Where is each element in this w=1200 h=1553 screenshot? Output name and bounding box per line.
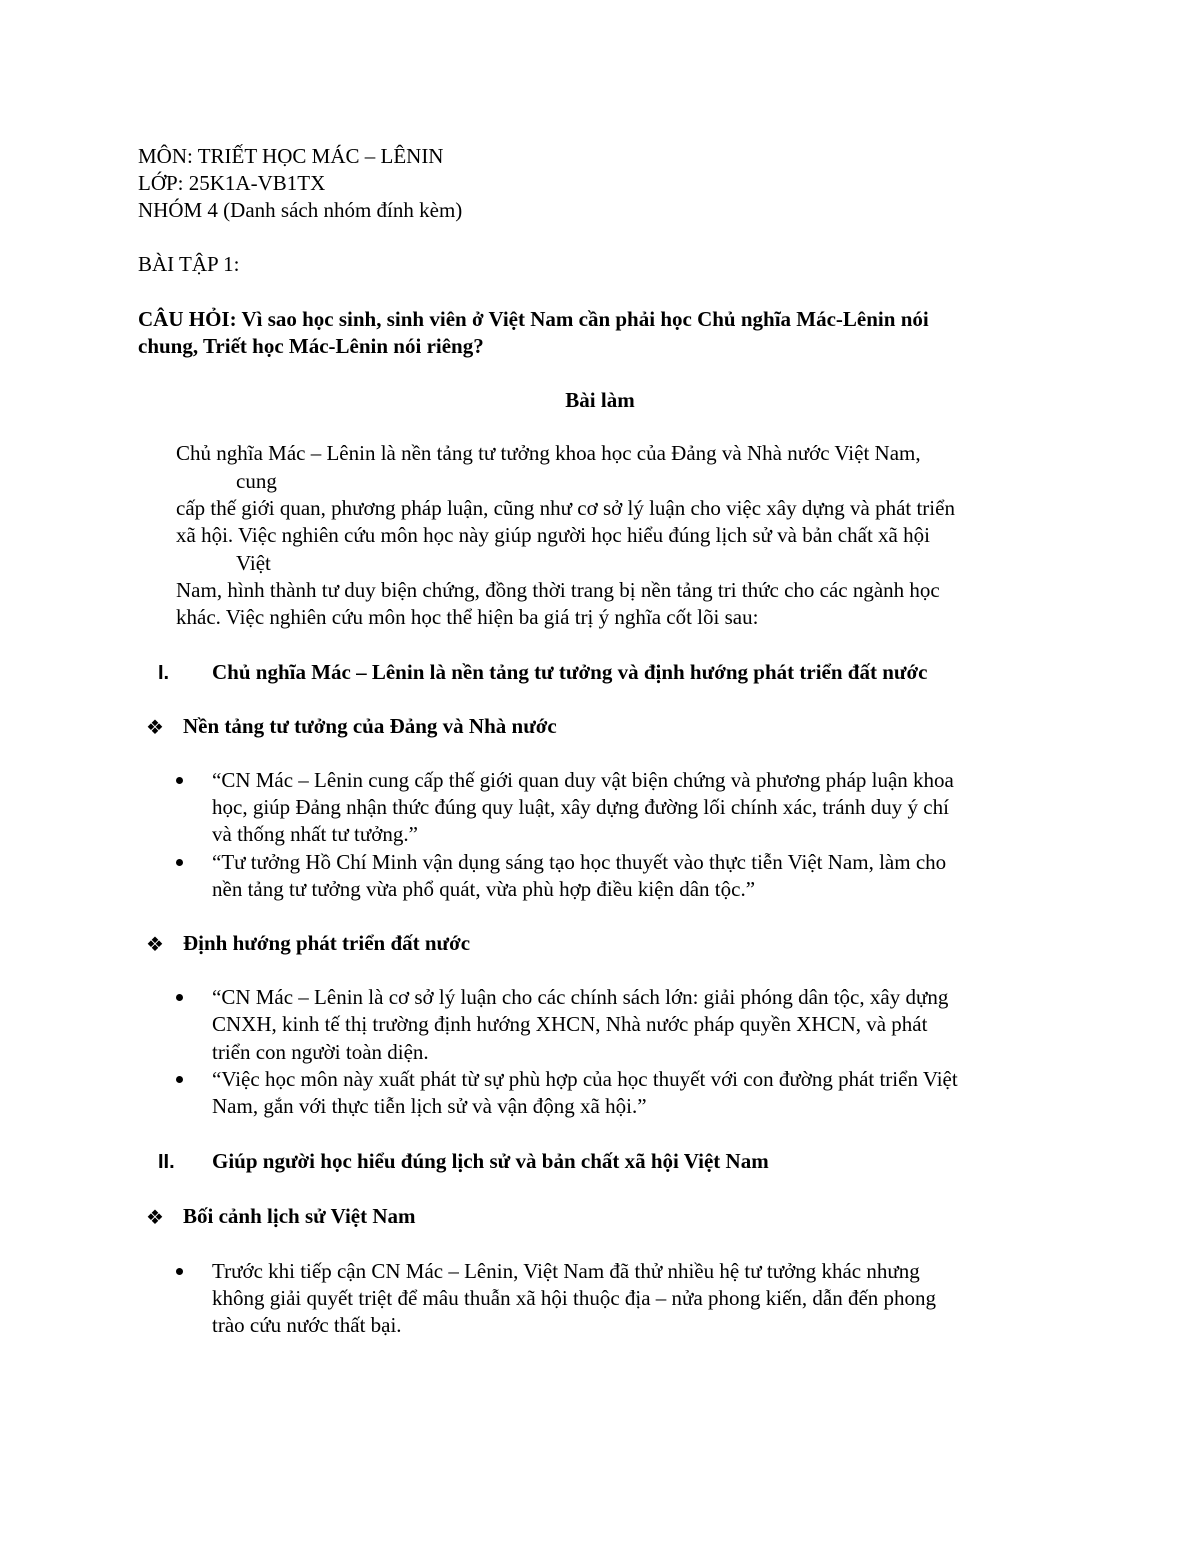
class-line: LỚP: 25K1A-VB1TX [138, 171, 326, 195]
subsection-title: Định hướng phát triển đất nước [183, 931, 471, 955]
intro-line: Việt [236, 551, 271, 575]
exercise-label: BÀI TẬP 1: [138, 252, 240, 276]
intro-line: khác. Việc nghiên cứu môn học thể hiện ba giá trị ý nghĩa cốt lõi sau: [176, 605, 759, 629]
bullet-dot-icon [176, 859, 183, 866]
bullet-line: “CN Mác – Lênin là cơ sở lý luận cho các chính sách lớn: giải phóng dân tộc, xây dựng [212, 985, 949, 1009]
question-line-2: chung, Triết học Mác-Lênin nói riêng? [138, 334, 484, 358]
group-line: NHÓM 4 (Danh sách nhóm đính kèm) [138, 198, 463, 222]
bullet-dot-icon [176, 1076, 183, 1083]
bullet-line: triển con người toàn diện. [212, 1040, 429, 1064]
bullet-line: CNXH, kinh tế thị trường định hướng XHCN, Nhà nước pháp quyền XHCN, và phát [212, 1012, 928, 1036]
section-title: Chủ nghĩa Mác – Lênin là nền tảng tư tưởng và định hướng phát triển đất nước [212, 660, 928, 684]
answer-title: Bài làm [565, 388, 635, 412]
bullet-line: và thống nhất tư tưởng.” [212, 822, 418, 846]
section-title: Giúp người học hiểu đúng lịch sử và bản chất xã hội Việt Nam [212, 1149, 769, 1173]
diamond-bullet-icon: ❖ [146, 1205, 164, 1229]
bullet-line: Nam, gắn với thực tiễn lịch sử và vận động xã hội.” [212, 1094, 647, 1118]
bullet-line: “CN Mác – Lênin cung cấp thế giới quan duy vật biện chứng và phương pháp luận khoa [212, 768, 954, 792]
subsection-title: Nền tảng tư tưởng của Đảng và Nhà nước [183, 714, 557, 738]
diamond-bullet-icon: ❖ [146, 715, 164, 739]
bullet-line: không giải quyết triệt để mâu thuẫn xã hội thuộc địa – nửa phong kiến, dẫn đến phong [212, 1286, 937, 1310]
bullet-dot-icon [176, 1268, 183, 1275]
bullet-dot-icon [176, 777, 183, 784]
intro-line: cấp thế giới quan, phương pháp luận, cũng như cơ sở lý luận cho việc xây dựng và phát triển [176, 496, 955, 520]
bullet-line: “Việc học môn này xuất phát từ sự phù hợp của học thuyết với con đường phát triển Việt [212, 1067, 958, 1091]
subject-line: MÔN: TRIẾT HỌC MÁC – LÊNIN [138, 144, 444, 168]
intro-line: xã hội. Việc nghiên cứu môn học này giúp người học hiểu đúng lịch sử và bản chất xã hội [176, 523, 930, 547]
bullet-dot-icon [176, 994, 183, 1001]
bullet-line: Trước khi tiếp cận CN Mác – Lênin, Việt Nam đã thử nhiều hệ tư tưởng khác nhưng [212, 1259, 920, 1283]
intro-line: Nam, hình thành tư duy biện chứng, đồng thời trang bị nền tảng tri thức cho các ngành học [176, 578, 940, 602]
section-number: II. [158, 1151, 175, 1173]
bullet-line: học, giúp Đảng nhận thức đúng quy luật, xây dựng đường lối chính xác, tránh duy ý chí [212, 795, 949, 819]
bullet-line: nền tảng tư tưởng vừa phổ quát, vừa phù hợp điều kiện dân tộc.” [212, 877, 756, 901]
bullet-line: trào cứu nước thất bại. [212, 1313, 402, 1337]
diamond-bullet-icon: ❖ [146, 932, 164, 956]
intro-line: Chủ nghĩa Mác – Lênin là nền tảng tư tưởng khoa học của Đảng và Nhà nước Việt Nam, [176, 441, 921, 465]
section-number: I. [158, 662, 170, 684]
subsection-title: Bối cảnh lịch sử Việt Nam [183, 1204, 416, 1228]
question-line-1: CÂU HỎI: Vì sao học sinh, sinh viên ở Việt Nam cần phải học Chủ nghĩa Mác-Lênin nói [138, 307, 929, 331]
intro-line: cung [236, 469, 277, 493]
bullet-line: “Tư tưởng Hồ Chí Minh vận dụng sáng tạo học thuyết vào thực tiễn Việt Nam, làm cho [212, 850, 947, 874]
